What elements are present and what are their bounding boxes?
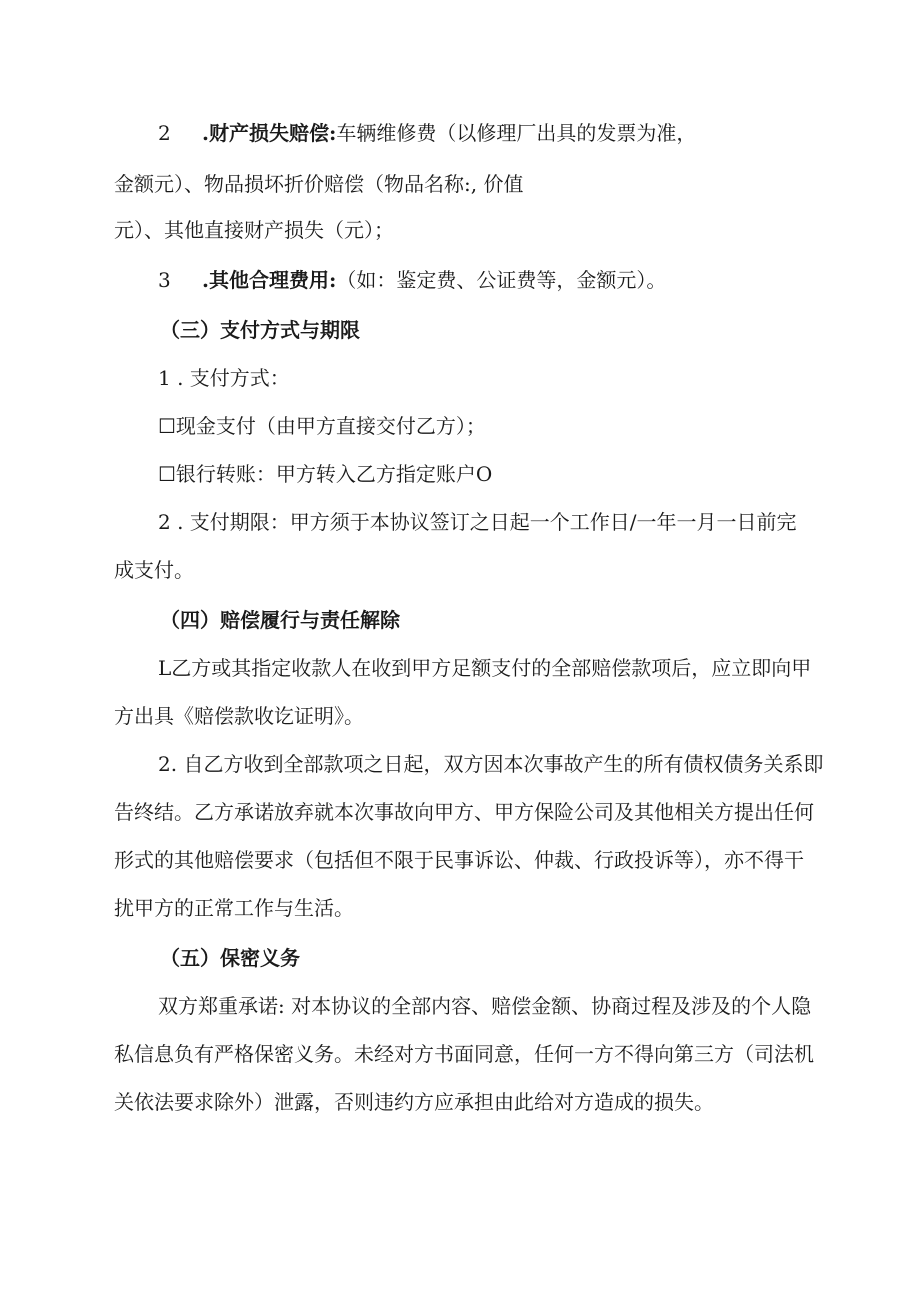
section-5-p1-line-3: 关依法要求除外）泄露，否则违约方应承担由此给对方造成的损失。 <box>114 1090 714 1114</box>
section-5-heading: （五）保密义务 <box>160 946 300 970</box>
section-5-p1-line-2: 私信息负有严格保密义务。未经对方书面同意，任何一方不得向第三方（司法机 <box>114 1042 814 1066</box>
section-4-p1-line-1: L乙方或其指定收款人在收到甲方足额支付的全部赔偿款项后，应立即向甲 <box>158 656 812 680</box>
payment-deadline-line-2: 成支付。 <box>114 558 194 582</box>
cash-payment-option: ☐现金支付（由甲方直接交付乙方）； <box>158 414 486 438</box>
item-2-line-3: 元）、其他直接财产损失（元）； <box>114 218 394 242</box>
item-3-label: .其他合理费用: <box>202 268 337 292</box>
payment-method-line: 1 . 支付方式： <box>158 366 290 390</box>
section-3-heading: （三）支付方式与期限 <box>160 318 360 342</box>
section-4-p2-line-4: 扰甲方的正常工作与生活。 <box>114 896 354 920</box>
section-5-p1-line-1: 双方郑重承诺: 对本协议的全部内容、赔偿金额、协商过程及涉及的个人隐 <box>158 994 812 1018</box>
item-2-number: 2 <box>158 121 171 145</box>
item-2-label: .财产损失赔偿: <box>202 121 337 145</box>
item-3-text: （如：鉴定费、公证费等，金额元）。 <box>336 268 667 292</box>
item-3-line <box>158 266 666 294</box>
item-2-text: 车辆维修费（以修理厂出具的发票为准， <box>336 121 697 145</box>
item-2-line-1 <box>158 119 696 147</box>
item-2-line-2: 金额元）、物品损坏折价赔偿（物品名称:, 价值 <box>114 172 524 196</box>
section-4-p2-line-2: 告终结。乙方承诺放弃就本次事故向甲方、甲方保险公司及其他相关方提出任何 <box>114 800 814 824</box>
item-3-number: 3 <box>158 268 171 292</box>
section-4-p2-line-3: 形式的其他赔偿要求（包括但不限于民事诉讼、仲裁、行政投诉等），亦不得干 <box>114 848 804 872</box>
section-4-p2-line-1: 2. 自乙方收到全部款项之日起，双方因本次事故产生的所有债权债务关系即 <box>158 752 824 776</box>
section-4-heading: （四）赔偿履行与责任解除 <box>160 608 400 632</box>
payment-deadline-line-1: 2 . 支付期限：甲方须于本协议签订之日起一个工作日/一年一月一日前完 <box>158 510 797 534</box>
bank-transfer-option: ☐银行转账：甲方转入乙方指定账户O <box>158 462 493 486</box>
section-4-p1-line-2: 方出具《赔偿款收讫证明》。 <box>114 704 364 728</box>
